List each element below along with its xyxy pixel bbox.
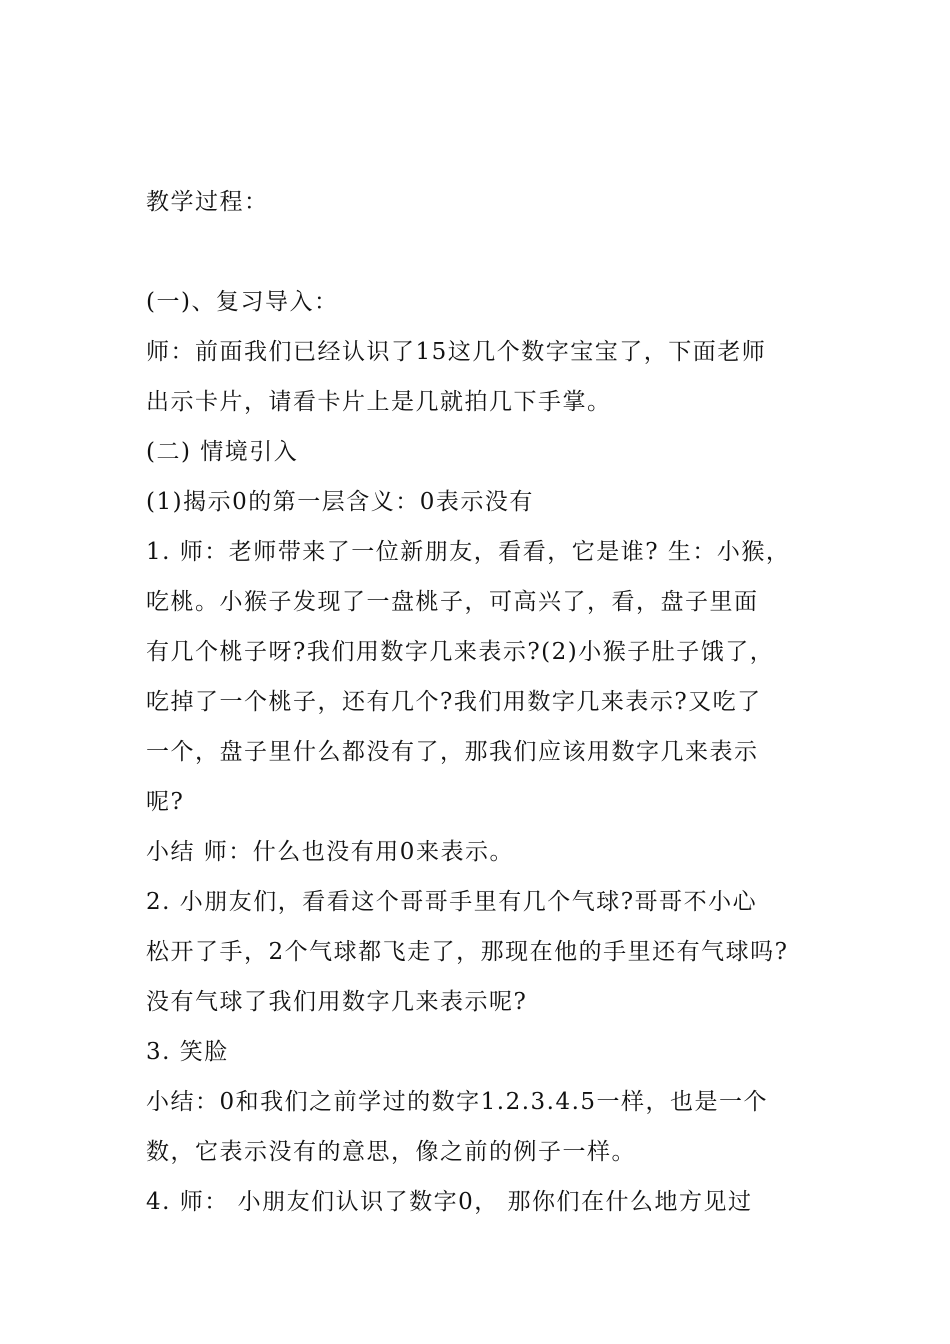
text-line-16: 3. 笑脸 xyxy=(146,1039,229,1065)
text-line-9: 吃掉了一个桃子，还有几个?我们用数字几来表示?又吃了 xyxy=(146,689,762,715)
text-line-10: 一个，盘子里什么都没有了，那我们应该用数字几来表示 xyxy=(146,739,759,765)
text-line-15: 没有气球了我们用数字几来表示呢? xyxy=(146,989,528,1015)
text-line-4: (二) 情境引入 xyxy=(146,439,299,465)
text-line-6: 1. 师：老师带来了一位新朋友，看看，它是谁? 生：小猴， xyxy=(146,539,791,565)
text-line-1: (一)、复习导入： xyxy=(146,289,339,315)
text-line-12: 小结 师：什么也没有用0来表示。 xyxy=(146,839,514,865)
text-line-8: 有几个桃子呀?我们用数字几来表示?(2)小猴子肚子饿了， xyxy=(146,639,775,665)
text-line-7: 吃桃。小猴子发现了一盘桃子，可高兴了，看，盘子里面 xyxy=(146,589,759,615)
text-line-19: 4. 师： 小朋友们认识了数字0， 那你们在什么地方见过 xyxy=(146,1189,753,1215)
text-line-17: 小结：0和我们之前学过的数字1.2.3.4.5一样，也是一个 xyxy=(146,1089,769,1115)
text-line-5: (1)揭示0的第一层含义：0表示没有 xyxy=(146,489,534,515)
text-line-18: 数，它表示没有的意思，像之前的例子一样。 xyxy=(146,1139,636,1165)
text-line-2: 师：前面我们已经认识了15这几个数字宝宝了，下面老师 xyxy=(146,339,767,365)
section-heading: 教学过程： xyxy=(146,189,269,215)
text-line-13: 2. 小朋友们，看看这个哥哥手里有几个气球?哥哥不小心 xyxy=(146,889,758,915)
text-line-14: 松开了手，2个气球都飞走了，那现在他的手里还有气球吗? xyxy=(146,939,789,965)
text-line-11: 呢? xyxy=(146,789,185,815)
text-line-3: 出示卡片，请看卡片上是几就拍几下手掌。 xyxy=(146,389,612,415)
